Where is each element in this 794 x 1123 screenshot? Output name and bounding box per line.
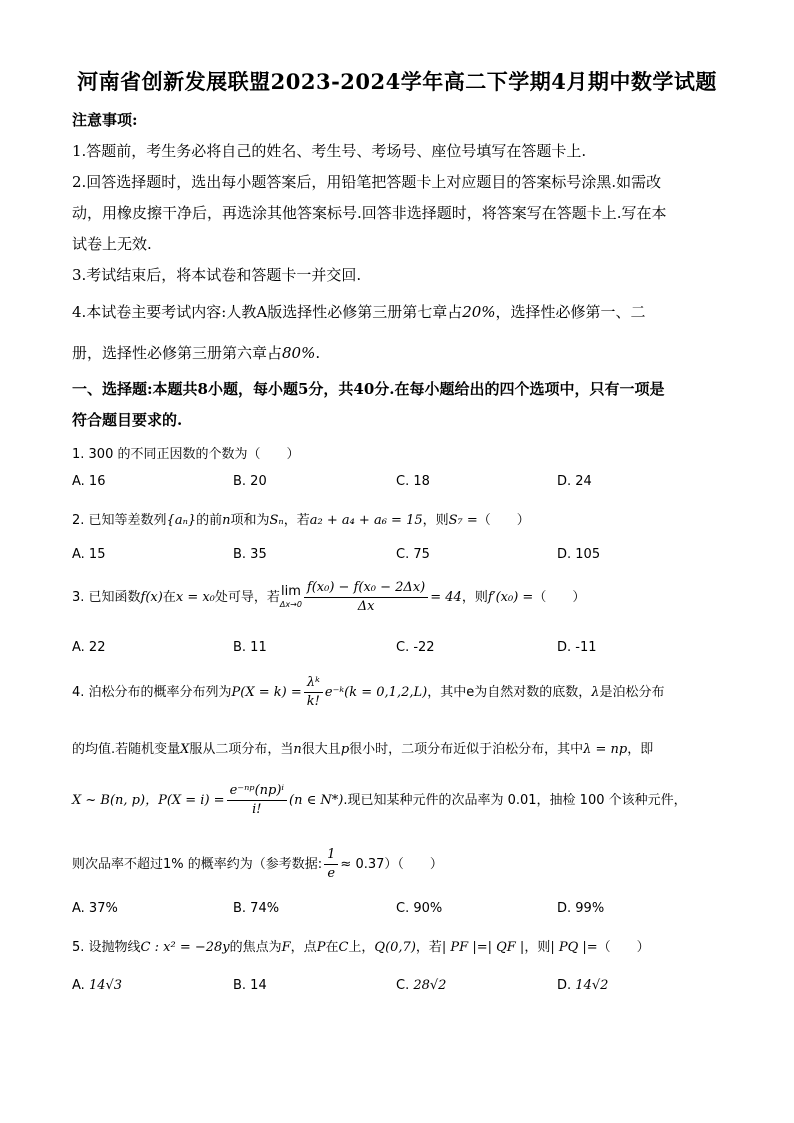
note-4a-text: 4.本试卷主要考试内容:人教A版选择性必修第三册第七章占	[72, 303, 463, 321]
q3-text-2: 在	[162, 590, 176, 605]
q4-domain: (n ∈ N*)	[289, 793, 344, 808]
q2-text-3: 项和为	[230, 513, 270, 528]
question-1-option-c[interactable]: C. 18	[396, 474, 430, 489]
question-3-stem	[72, 580, 732, 615]
q3-lim-word: lim	[280, 583, 301, 599]
q3-limit	[280, 585, 302, 611]
q5-parabola: C : x² = −28y	[140, 940, 230, 955]
q4-pxk: P(X = k) =	[231, 685, 302, 700]
q5-text-6: ，若	[415, 940, 442, 955]
question-5-option-a[interactable]	[72, 978, 122, 993]
question-4-line-3	[72, 783, 732, 818]
q4-l2-4: 很小时，二项分布近似于泊松分布，其中	[349, 742, 584, 757]
q2-text-5: ，则	[422, 513, 449, 528]
q5-F: F	[281, 940, 291, 955]
q4-frac3-den: e	[327, 866, 336, 881]
q4-frac3-num: 1	[324, 847, 338, 865]
q4-l2-2: 服从二项分布，当	[189, 742, 294, 757]
question-3-option-a[interactable]: A. 22	[72, 640, 106, 655]
q4-l4-tail: ≈ 0.37）（ ）	[340, 857, 443, 872]
q5-Q: Q(0,7)	[374, 940, 416, 955]
q4-l2-3: 很大且	[301, 742, 341, 757]
q4-frac-num: λᵏ	[304, 675, 323, 693]
question-2-option-c[interactable]: C. 75	[396, 547, 430, 562]
question-4-line-4	[72, 847, 732, 882]
q3-fraction	[304, 580, 428, 615]
page-title: 河南省创新发展联盟2023-2024学年高二下学期4月期中数学试题	[77, 69, 717, 94]
note-2a: 2.回答选择题时，选出每小题答案后，用铅笔把答题卡上对应题目的答案标号涂黑.如需改	[72, 173, 662, 191]
note-4b-percent: 80%	[282, 344, 316, 362]
question-4-line-2	[72, 738, 732, 757]
q5-option-c-value: 28√2	[413, 978, 447, 993]
note-4a	[72, 301, 732, 322]
q4-frac2-num: e⁻ⁿᵖ(np)ⁱ	[227, 783, 287, 801]
note-4b-tail: .	[315, 344, 321, 362]
note-1: 1.答题前，考生务必将自己的姓名、考生号、考场号、座位号填写在答题卡上.	[72, 142, 587, 160]
q3-text-5: （ ）	[533, 590, 586, 605]
question-2-option-a[interactable]: A. 15	[72, 547, 106, 562]
question-1-option-a[interactable]: A. 16	[72, 474, 106, 489]
question-1-stem: 1. 300 的不同正因数的个数为（ ）	[72, 447, 300, 462]
note-2b: 动，用橡皮擦干净后，再选涂其他答案标号.回答非选择题时，将答案写在答题卡上.写在本	[72, 204, 667, 222]
q4-lambda: λ	[591, 685, 600, 700]
question-4-option-b[interactable]: B. 74%	[233, 901, 280, 916]
q4-binomial: X ~ B(n, p)，P(X = i) =	[72, 793, 225, 808]
q5-text-8: （ ）	[597, 940, 650, 955]
section-heading-2: 符合题目要求的.	[72, 411, 183, 429]
q2-text-6: （ ）	[477, 513, 530, 528]
q3-text-1: 3. 已知函数	[72, 590, 141, 605]
question-5-option-d[interactable]	[557, 978, 608, 993]
q5-text-1: 5. 设抛物线	[72, 940, 141, 955]
q4-n: n	[293, 742, 302, 757]
q4-frac-den: k!	[306, 694, 320, 709]
notes-heading: 注意事项:	[72, 111, 138, 129]
q3-fprime: f′(x₀) =	[487, 590, 534, 605]
q2-equation: a₂ + a₄ + a₆ = 15	[309, 513, 423, 528]
question-3-option-b[interactable]: B. 11	[233, 640, 267, 655]
question-3-option-d[interactable]: D. -11	[557, 640, 597, 655]
q3-denominator: Δx	[357, 599, 375, 614]
note-4a-percent: 20%	[462, 303, 496, 321]
q5-PQ: | PQ |=	[550, 940, 598, 955]
q4-text-2: ，其中e为自然对数的底数，	[427, 685, 592, 700]
q4-text-3: 是泊松分布	[599, 685, 665, 700]
q2-s7: S₇ =	[448, 513, 478, 528]
q4-lambda-np: λ = np	[583, 742, 628, 757]
section-heading-1: 一、选择题:本题共8小题，每小题5分，共40分.在每小题给出的四个选项中，只有一项是	[72, 380, 665, 398]
question-1-option-d[interactable]: D. 24	[557, 474, 592, 489]
question-5-stem	[72, 936, 732, 955]
note-4a-tail: ，选择性必修第一、二	[495, 303, 646, 321]
q4-fraction	[304, 675, 323, 710]
q4-l3-text: .现已知某种元件的次品率为 0.01，抽检 100 个该种元件，	[343, 793, 687, 808]
q5-C: C	[338, 940, 349, 955]
question-1-option-b[interactable]: B. 20	[233, 474, 267, 489]
q3-x-eq: x = x₀	[175, 590, 215, 605]
q5-option-c-label: C.	[396, 978, 410, 993]
question-4-line-1	[72, 675, 732, 710]
q5-option-d-label: D.	[557, 978, 572, 993]
q3-text-4: ，则	[461, 590, 488, 605]
q5-option-a-label: A.	[72, 978, 85, 993]
q4-tail: e⁻ᵏ(k = 0,1,2,L)	[324, 685, 428, 700]
q2-sequence: {aₙ}	[166, 513, 197, 528]
q5-text-3: ，点	[290, 940, 317, 955]
q4-frac2-den: i!	[252, 802, 262, 817]
q4-fraction-3	[324, 847, 338, 882]
question-4-option-a[interactable]: A. 37%	[72, 901, 118, 916]
q4-l2-1: 的均值.若随机变量	[72, 742, 181, 757]
q5-text-7: ，则	[524, 940, 551, 955]
question-4-option-c[interactable]: C. 90%	[396, 901, 443, 916]
q3-equals: = 44	[430, 590, 462, 605]
q5-condition: | PF |=| QF |	[441, 940, 525, 955]
q2-text-2: 的前	[196, 513, 223, 528]
note-4b-text: 册，选择性必修第三册第六章占	[72, 344, 283, 362]
q4-p: p	[340, 742, 350, 757]
note-3: 3.考试结束后，将本试卷和答题卡一并交回.	[72, 266, 362, 284]
question-3-option-c[interactable]: C. -22	[396, 640, 435, 655]
question-2-option-d[interactable]: D. 105	[557, 547, 601, 562]
q3-fx: f(x)	[140, 590, 163, 605]
q5-option-a-value: 14√3	[88, 978, 123, 993]
q5-option-d-value: 14√2	[575, 978, 609, 993]
q2-n: n	[222, 513, 231, 528]
q5-P: P	[316, 940, 326, 955]
q2-sn: Sₙ	[269, 513, 284, 528]
question-4-option-d[interactable]: D. 99%	[557, 901, 605, 916]
note-4b	[72, 342, 732, 363]
q3-text-3: 处可导，若	[214, 590, 280, 605]
q4-fraction-2	[227, 783, 287, 818]
q3-lim-sub: Δx→0	[279, 599, 302, 609]
q4-text-1: 4. 泊松分布的概率分布列为	[72, 685, 232, 700]
q2-text-1: 2. 已知等差数列	[72, 513, 167, 528]
q4-X: X	[180, 742, 190, 757]
q2-text-4: ，若	[283, 513, 310, 528]
q4-l2-5: ，即	[627, 742, 654, 757]
q4-l4-text: 则次品率不超过1% 的概率约为（参考数据:	[72, 857, 323, 872]
q3-numerator: f(x₀) − f(x₀ − 2Δx)	[304, 580, 428, 598]
question-5-option-b[interactable]: B. 14	[233, 978, 267, 993]
q5-text-5: 上，	[348, 940, 375, 955]
question-2-option-b[interactable]: B. 35	[233, 547, 267, 562]
question-2-stem	[72, 509, 732, 528]
q5-text-2: 的焦点为	[229, 940, 282, 955]
q5-text-4: 在	[325, 940, 339, 955]
note-2c: 试卷上无效.	[72, 235, 152, 253]
question-5-option-c[interactable]	[396, 978, 446, 993]
